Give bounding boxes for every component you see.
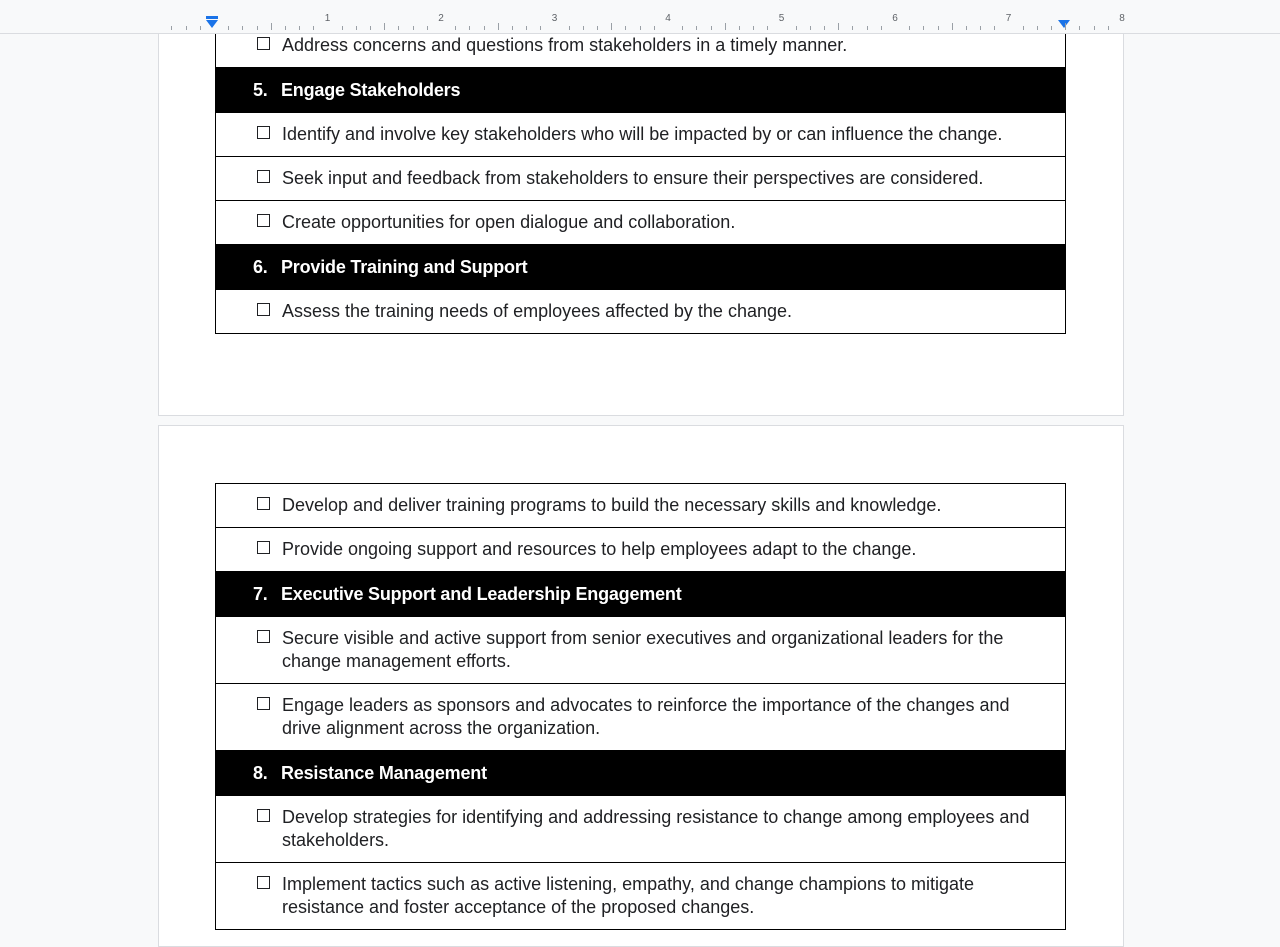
checklist-item-cell[interactable] xyxy=(216,290,1066,334)
ruler-tick xyxy=(200,26,201,30)
ruler-tick xyxy=(739,26,740,30)
section-header-row xyxy=(216,68,1066,113)
ruler-tick xyxy=(540,26,541,30)
checkbox-icon[interactable] xyxy=(257,876,270,889)
ruler-tick xyxy=(611,23,612,30)
section-header-row xyxy=(216,572,1066,617)
ruler-tick xyxy=(881,26,882,30)
ruler-tick xyxy=(313,26,314,30)
ruler-tick xyxy=(285,26,286,30)
document-page-2[interactable] xyxy=(158,425,1124,947)
checkbox-icon[interactable] xyxy=(257,170,270,183)
checklist-item-text: Engage leaders as sponsors and advocates to reinforce the importance of the changes and drive alignment across the organization. xyxy=(282,695,1010,738)
checklist-item-cell[interactable] xyxy=(216,684,1066,751)
checklist-item-row xyxy=(216,484,1066,528)
ruler-tick xyxy=(398,26,399,30)
ruler-inch-label: 3 xyxy=(551,13,558,24)
ruler-tick xyxy=(271,23,272,30)
checklist-item-cell[interactable] xyxy=(216,484,1066,528)
checklist-item-row xyxy=(216,863,1066,930)
checklist-item-text: Secure visible and active support from senior executives and organizational leaders for the change management efforts. xyxy=(282,628,1004,671)
checklist-item-text: Provide ongoing support and resources to help employees adapt to the change. xyxy=(282,539,917,559)
horizontal-ruler[interactable] xyxy=(0,0,1280,34)
checkbox-icon[interactable] xyxy=(257,497,270,510)
checklist-item-cell[interactable] xyxy=(216,201,1066,245)
checkbox-icon[interactable] xyxy=(257,303,270,316)
ruler-tick xyxy=(980,26,981,30)
section-title: Executive Support and Leadership Engagement xyxy=(281,583,682,604)
checklist-item-cell[interactable] xyxy=(216,796,1066,863)
ruler-tick xyxy=(640,26,641,30)
checkbox-icon[interactable] xyxy=(257,809,270,822)
ruler-tick xyxy=(242,26,243,30)
ruler-tick xyxy=(171,26,172,30)
checkbox-icon[interactable] xyxy=(257,214,270,227)
ruler-tick xyxy=(186,26,187,30)
ruler-inch-label: 8 xyxy=(1119,13,1125,24)
checklist-table xyxy=(215,483,1066,930)
ruler-inch-label: 1 xyxy=(324,13,331,24)
ruler-tick xyxy=(725,23,726,30)
ruler-tick xyxy=(625,26,626,30)
section-header-row xyxy=(216,751,1066,796)
ruler-tick xyxy=(1023,26,1024,30)
checklist-item-row xyxy=(216,528,1066,572)
ruler-tick xyxy=(994,26,995,30)
ruler-tick xyxy=(257,26,258,30)
checkbox-icon[interactable] xyxy=(257,126,270,139)
checklist-item-text: Implement tactics such as active listening, empathy, and change champions to mitigate resistance and foster acceptance of the proposed changes. xyxy=(282,874,975,917)
ruler-tick xyxy=(711,26,712,30)
ruler-tick xyxy=(455,26,456,30)
ruler-tick xyxy=(427,26,428,30)
checkbox-icon[interactable] xyxy=(257,37,270,50)
checklist-item-text: Identify and involve key stakeholders who will be impacted by or can influence the change. xyxy=(282,124,1003,144)
ruler-tick xyxy=(654,26,655,30)
ruler-tick xyxy=(597,26,598,30)
ruler-tick xyxy=(696,26,697,30)
ruler-tick xyxy=(938,26,939,30)
ruler-tick xyxy=(753,26,754,30)
checklist-item-row xyxy=(216,796,1066,863)
ruler-tick xyxy=(469,26,470,30)
checklist-item-cell[interactable] xyxy=(216,528,1066,572)
section-header-cell[interactable] xyxy=(216,245,1066,290)
ruler-tick xyxy=(1108,26,1109,30)
checklist-item-row xyxy=(216,617,1066,684)
right-indent-marker[interactable] xyxy=(1058,20,1070,28)
checklist-item-text: Assess the training needs of employees affected by the change. xyxy=(282,301,792,321)
checklist-item-row xyxy=(216,290,1066,334)
ruler-tick xyxy=(867,26,868,30)
section-header-cell[interactable] xyxy=(216,751,1066,796)
checklist-item-text: Address concerns and questions from stakeholders in a timely manner. xyxy=(282,35,848,55)
checkbox-icon[interactable] xyxy=(257,541,270,554)
section-header-row xyxy=(216,245,1066,290)
ruler-tick xyxy=(569,26,570,30)
ruler-tick xyxy=(228,26,229,30)
checklist-item-text: Create opportunities for open dialogue and collaboration. xyxy=(282,212,736,232)
section-title: Provide Training and Support xyxy=(281,256,528,277)
ruler-tick xyxy=(1037,26,1038,30)
first-line-indent-marker[interactable] xyxy=(206,16,218,19)
checklist-item-cell[interactable] xyxy=(216,863,1066,930)
checkbox-icon[interactable] xyxy=(257,630,270,643)
checklist-item-row xyxy=(216,684,1066,751)
checklist-item-text: Develop and deliver training programs to build the necessary skills and knowledge. xyxy=(282,495,942,515)
checkbox-icon[interactable] xyxy=(257,697,270,710)
ruler-tick xyxy=(370,26,371,30)
ruler-tick xyxy=(1051,26,1052,30)
ruler-tick xyxy=(1065,23,1066,30)
ruler-tick xyxy=(767,26,768,30)
ruler-tick xyxy=(810,26,811,30)
ruler-tick xyxy=(966,26,967,30)
ruler-tick xyxy=(526,26,527,30)
section-number: 6. xyxy=(253,256,268,277)
ruler-tick xyxy=(852,26,853,30)
checklist-item-row xyxy=(216,113,1066,157)
ruler-tick xyxy=(342,26,343,30)
section-header-cell[interactable] xyxy=(216,68,1066,113)
checklist-item-cell[interactable] xyxy=(216,157,1066,201)
checklist-item-text: Develop strategies for identifying and addressing resistance to change among employees and stakeholders. xyxy=(282,807,1030,850)
document-page-1[interactable] xyxy=(158,0,1124,416)
section-header-cell[interactable] xyxy=(216,572,1066,617)
section-number: 5. xyxy=(253,79,268,100)
ruler-tick xyxy=(413,26,414,30)
ruler-track[interactable] xyxy=(158,0,1124,33)
ruler-tick xyxy=(356,26,357,30)
section-number: 7. xyxy=(253,583,268,604)
ruler-tick xyxy=(583,26,584,30)
ruler-tick xyxy=(838,23,839,30)
section-title: Engage Stakeholders xyxy=(281,79,461,100)
checklist-item-cell[interactable] xyxy=(216,617,1066,684)
checklist-item-text: Seek input and feedback from stakeholders to ensure their perspectives are considered. xyxy=(282,168,984,188)
left-indent-marker[interactable] xyxy=(206,20,218,28)
ruler-tick xyxy=(682,26,683,30)
ruler-tick xyxy=(909,26,910,30)
ruler-inch-label: 4 xyxy=(665,13,671,24)
ruler-tick xyxy=(512,26,513,30)
ruler-tick xyxy=(923,26,924,30)
ruler-tick xyxy=(1094,26,1095,30)
checklist-item-cell[interactable] xyxy=(216,113,1066,157)
ruler-inch-label: 6 xyxy=(892,13,898,24)
ruler-inch-label: 2 xyxy=(438,13,444,24)
checklist-table xyxy=(215,23,1066,334)
ruler-inch-label: 5 xyxy=(778,13,785,24)
section-number: 8. xyxy=(253,762,268,783)
checklist-item-row xyxy=(216,201,1066,245)
ruler-tick xyxy=(952,23,953,30)
ruler-inch-label: 7 xyxy=(1005,13,1012,24)
ruler-tick xyxy=(796,26,797,30)
ruler-tick xyxy=(384,23,385,30)
ruler-tick xyxy=(299,26,300,30)
checklist-item-row xyxy=(216,157,1066,201)
ruler-tick xyxy=(484,26,485,30)
ruler-tick xyxy=(824,26,825,30)
section-title: Resistance Management xyxy=(281,762,487,783)
ruler-tick xyxy=(498,23,499,30)
ruler-tick xyxy=(1079,26,1080,30)
